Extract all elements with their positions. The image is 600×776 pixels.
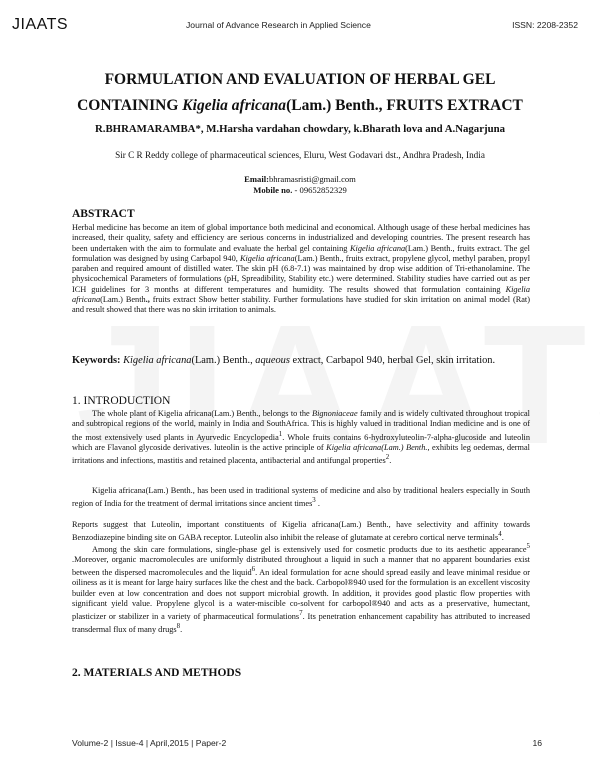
species-name: Kigelia africana xyxy=(239,253,295,263)
species-name: Kigelia africana xyxy=(123,355,192,366)
keyword-italic: aqueous xyxy=(255,355,290,366)
intro-paragraph-4 xyxy=(72,542,530,635)
running-header xyxy=(0,16,600,38)
author-list: R.BHRAMARAMBA*, M.Harsha vardahan chowdary, k.Bharath lova and A.Nagarjuna xyxy=(94,123,506,135)
mobile-number: - 09652852329 xyxy=(292,185,347,195)
text-run: Kigelia africana(Lam.) Benth., has been used in traditional systems of medicine and also by traditional healers especially in South region of India for the treatment of dermal irritations since ancient times xyxy=(72,486,530,509)
issn-label: ISSN: 2208-2352 xyxy=(512,20,578,30)
title-species: Kigelia africana xyxy=(182,97,287,114)
text-run: extract, Carbapol 940, herbal Gel, skin irritation. xyxy=(289,355,496,366)
text-run: family and is widely cultivated throughout tropical and subtropical regions of the world, mainly in India and SouthAfrica. This is highly valued in traditional Indian medicine and is one of the most extensively used plants in Ayurvedic Encyclopedia xyxy=(72,409,530,442)
text-run: (Lam.) Benth., fruits extract. The gel formulation was designed by using Carbapol 940, xyxy=(72,243,530,263)
paper-title-line-2 xyxy=(20,96,580,116)
mobile-line xyxy=(20,185,580,196)
text-run: Reports suggest that Luteolin, important constituents of Kigelia africana(Lam.) Benth., have selectivity and affinity towards Benzodiazepine binding site on GABA receptor. Luteolin also inhibit the release of glutamate at cerebro cortical nerve terminals xyxy=(72,520,530,543)
keywords-label: Keywords: xyxy=(72,355,121,366)
text-run: . An ideal formulation for acne should spread easily and leave minimal residue or oiliness as it is meant for large hairy surfaces like the chest and the back. Carbopol®940 used for the formulation is an excellent viscosity builder even at low concentration and does not support microbial growth. In addition, it provides good plastic flow properties with significant yield value. Propylene glycol is a water-miscible co-solvent for carbopol®940 and acts as a preservative, humectant, plasticizer or stabilizer in a variety of pharmaceutical formulations xyxy=(72,568,530,622)
issue-info: Volume-2 | Issue-4 | April,2015 | Paper-2 xyxy=(72,738,227,748)
intro-paragraph-2 xyxy=(72,486,530,509)
email-line xyxy=(20,174,580,185)
email-label: Email: xyxy=(244,174,269,184)
text-run: (Lam.) Benth xyxy=(100,295,146,305)
family-name: Bignoniaceae xyxy=(312,409,358,418)
text-run: .Moreover, organic macromolecules are uniformly distributed throughout a liquid in such a manner that no apparent boundaries exist between the dispersed macromolecules and the liquid xyxy=(72,555,530,578)
citation: 7 xyxy=(299,610,303,618)
citation: 1 xyxy=(278,430,283,438)
introduction-heading: 1. INTRODUCTION xyxy=(72,395,171,407)
text-run: Among the skin care formulations, single-phase gel is extensively used for cosmetic products due to its aesthetic appearance xyxy=(92,544,527,554)
species-name: Kigelia africana(Lam.) Benth. xyxy=(326,442,428,452)
page-number: 16 xyxy=(532,738,542,748)
journal-logo: JIAATS xyxy=(12,16,69,33)
abstract-text xyxy=(72,223,530,316)
keywords xyxy=(72,354,530,368)
text-run: (Lam.) Benth., fruits extract, propylene glycol, methyl paraben, propyl paraben and required amount of distilled water. The skin pH (6.8-7.1) was maintained by drop wise addition of Tri-ethanolamine. The physicochemical Parameters of formulations (pH, Spreadibility, Stability etc.) were determined. Stability studies have carried out as per ICH guidelines for 3 months at different temperatures and humidity. The results showed that formulation containing xyxy=(72,253,530,294)
text-run: The whole plant of Kigelia africana(Lam.) Benth., belongs to the xyxy=(92,409,313,418)
contact-block xyxy=(20,174,580,196)
text-run: (Lam.) Benth., xyxy=(191,355,256,366)
journal-name: Journal of Advance Research in Applied Science xyxy=(186,20,371,30)
text-run: , exhibits leg oedemas, dermal irritations and infections, mastitis and retained placenta, antibacterial and antifungal properties xyxy=(72,442,530,465)
citation: 5 xyxy=(526,543,530,550)
title-text: CONTAINING xyxy=(77,97,183,114)
text-run: . xyxy=(180,625,183,635)
intro-paragraph-1 xyxy=(72,409,530,466)
text-run: . xyxy=(389,455,392,465)
text-run: . Its penetration enhancement capability has attributed to increased transdermal flux of many drugs xyxy=(72,612,530,635)
citation: 4 xyxy=(498,531,502,539)
methods-heading: 2. MATERIALS AND METHODS xyxy=(72,667,242,679)
citation: 3 xyxy=(312,497,316,505)
text-run: ., xyxy=(145,295,150,305)
page-footer xyxy=(0,738,600,754)
citation: 6 xyxy=(251,566,256,574)
text-run: . Whole fruits contains 6-hydroxyluteolin-7-alpha-glucoside and luteolin which are Flavanol glycoside derivatives. luteolin is the active principle of xyxy=(72,432,530,452)
paper-title-line-1: FORMULATION AND EVALUATION OF HERBAL GEL xyxy=(104,71,496,88)
email-address: bhramasristi@gmail.com xyxy=(268,174,356,184)
affiliation: Sir C R Reddy college of pharmaceutical sciences, Eluru, West Godavari dst., Andhra Pradesh, India xyxy=(115,150,485,160)
text-run: Herbal medicine has become an item of global importance both medicinal and economical. Although usage of these herbal medicines has increased, their quality, safety and efficiency are serious concerns in industrialized and developing countries. The present research has been undertaken with the aim to formulate and evaluate the herbal gel containing xyxy=(72,223,530,253)
text-run: . xyxy=(501,533,504,543)
intro-paragraph-3 xyxy=(72,520,530,543)
text-run: fruits extract Show better stability. Further formulations have studied for skin irritation on animal model (Rat) and result showed that there was no skin irritation to animals. xyxy=(72,295,530,315)
text-run: . xyxy=(315,499,320,509)
species-name: Kigelia africana xyxy=(350,243,406,253)
abstract-heading: ABSTRACT xyxy=(72,208,135,220)
title-text: (Lam.) Benth., FRUITS EXTRACT xyxy=(286,97,523,114)
citation: 8 xyxy=(176,623,181,631)
mobile-label: Mobile no. xyxy=(253,185,293,195)
species-name: Kigelia africana xyxy=(72,284,530,305)
citation: 2 xyxy=(385,453,390,461)
